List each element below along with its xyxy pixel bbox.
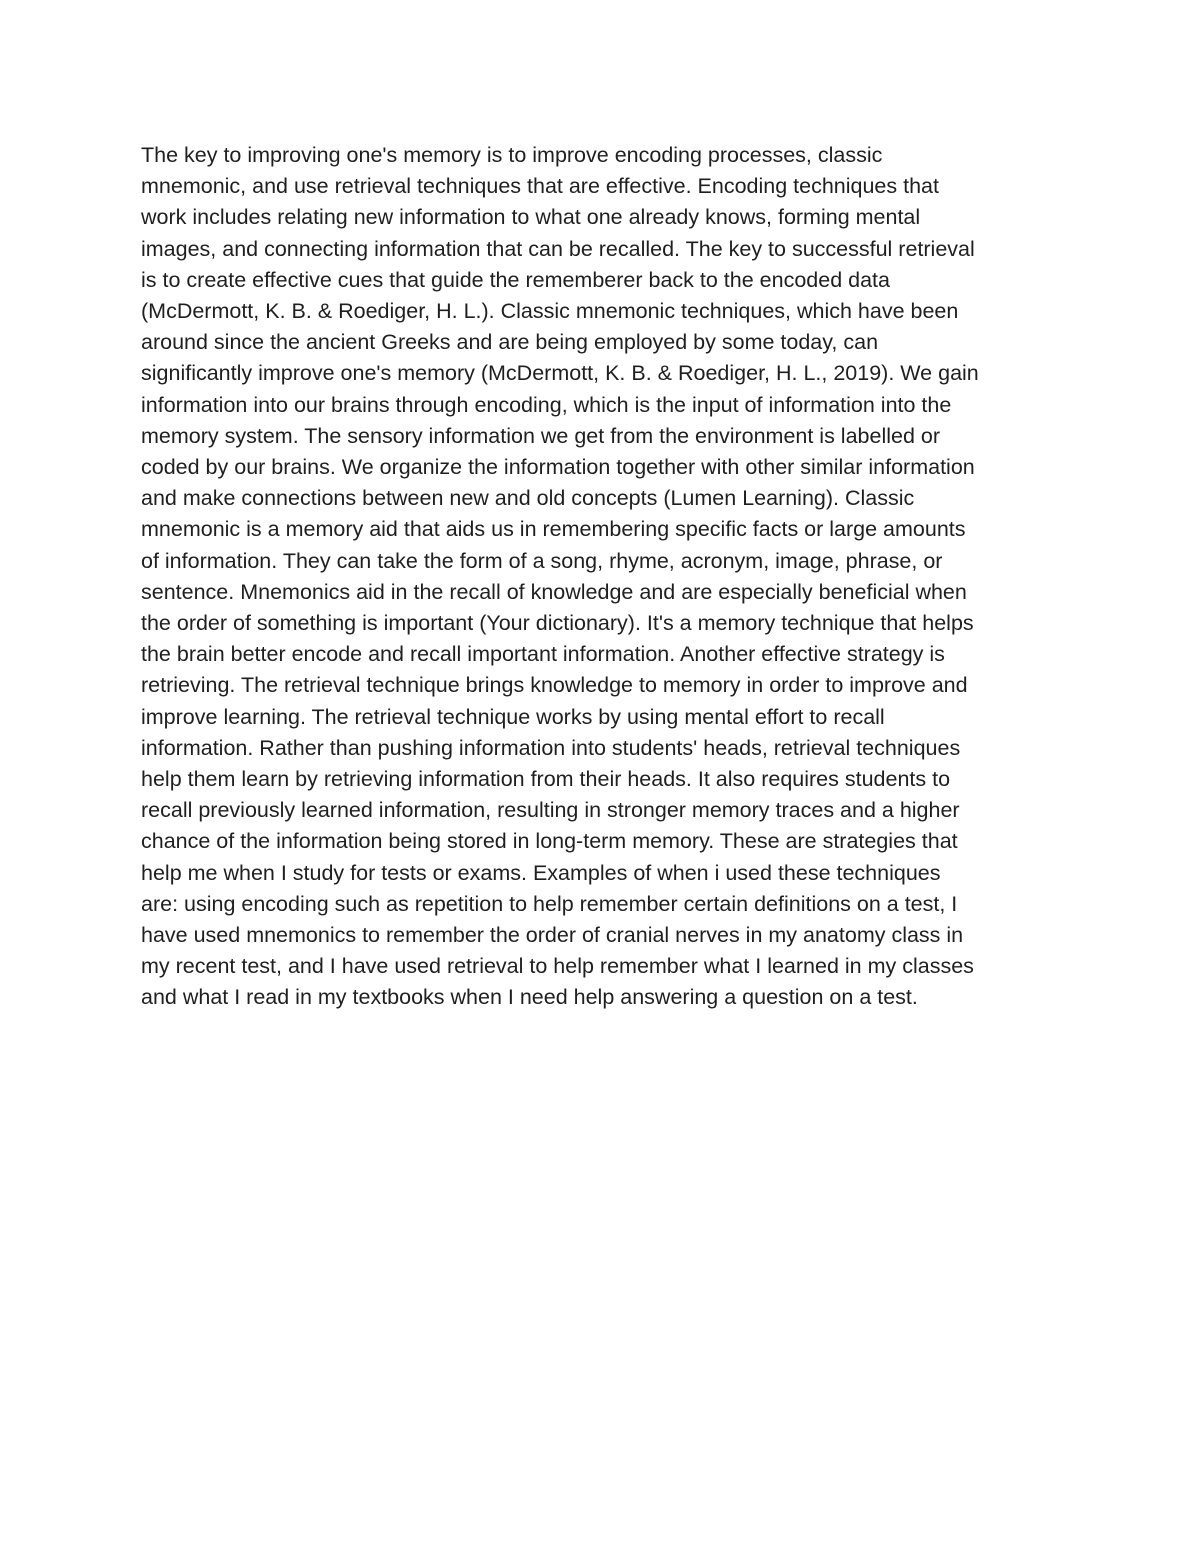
paragraph-line: sentence. Mnemonics aid in the recall of knowledge and are especially beneficial when (141, 579, 967, 604)
paragraph-line: mnemonic is a memory aid that aids us in remembering specific facts or large amounts (141, 517, 966, 542)
paragraph-line: help me when I study for tests or exams. Examples of when i used these techniques (141, 860, 941, 885)
paragraph-line: the brain better encode and recall important information. Another effective strategy is (141, 642, 945, 667)
paragraph-line: have used mnemonics to remember the order of cranial nerves in my anatomy class in (141, 923, 964, 948)
paragraph-line: is to create effective cues that guide the rememberer back to the encoded data (141, 267, 890, 292)
paragraph-line: recall previously learned information, resulting in stronger memory traces and a higher (141, 798, 960, 823)
paragraph-line: are: using encoding such as repetition to help remember certain definitions on a test, I (141, 891, 958, 916)
paragraph-line: help them learn by retrieving information from their heads. It also requires students to (141, 767, 951, 792)
body-paragraph (141, 140, 1071, 1014)
paragraph-line: my recent test, and I have used retrieval to help remember what I learned in my classes (141, 954, 974, 979)
paragraph-line: information into our brains through encoding, which is the input of information into the (141, 392, 952, 417)
paragraph-line: work includes relating new information to what one already knows, forming mental (141, 205, 921, 230)
paragraph-line: chance of the information being stored in long-term memory. These are strategies that (141, 829, 958, 854)
paragraph-line: and make connections between new and old concepts (Lumen Learning). Classic (141, 486, 915, 511)
paragraph-line: improve learning. The retrieval technique works by using mental effort to recall (141, 704, 885, 729)
paragraph-line: and what I read in my textbooks when I need help answering a question on a test. (141, 985, 918, 1010)
paragraph-line: memory system. The sensory information we get from the environment is labelled or (141, 423, 941, 448)
paragraph-line: mnemonic, and use retrieval techniques that are effective. Encoding techniques that (141, 174, 939, 199)
paragraph-line: of information. They can take the form of a song, rhyme, acronym, image, phrase, or (141, 548, 943, 573)
paragraph-line: The key to improving one's memory is to improve encoding processes, classic (141, 143, 883, 167)
paragraph-line: around since the ancient Greeks and are being employed by some today, can (141, 330, 879, 355)
paragraph-line: the order of something is important (Your dictionary). It's a memory technique that helps (141, 611, 974, 636)
paragraph-line: (McDermott, K. B. & Roediger, H. L.). Classic mnemonic techniques, which have been (141, 299, 959, 324)
paragraph-line: significantly improve one's memory (McDermott, K. B. & Roediger, H. L., 2019). We gain (141, 361, 979, 386)
paragraph-line: coded by our brains. We organize the information together with other similar information (141, 455, 975, 480)
paragraph-line: retrieving. The retrieval technique brings knowledge to memory in order to improve and (141, 673, 968, 698)
paragraph-line: images, and connecting information that can be recalled. The key to successful retrieval (141, 236, 975, 261)
paragraph-line: information. Rather than pushing information into students' heads, retrieval techniques (141, 735, 961, 760)
